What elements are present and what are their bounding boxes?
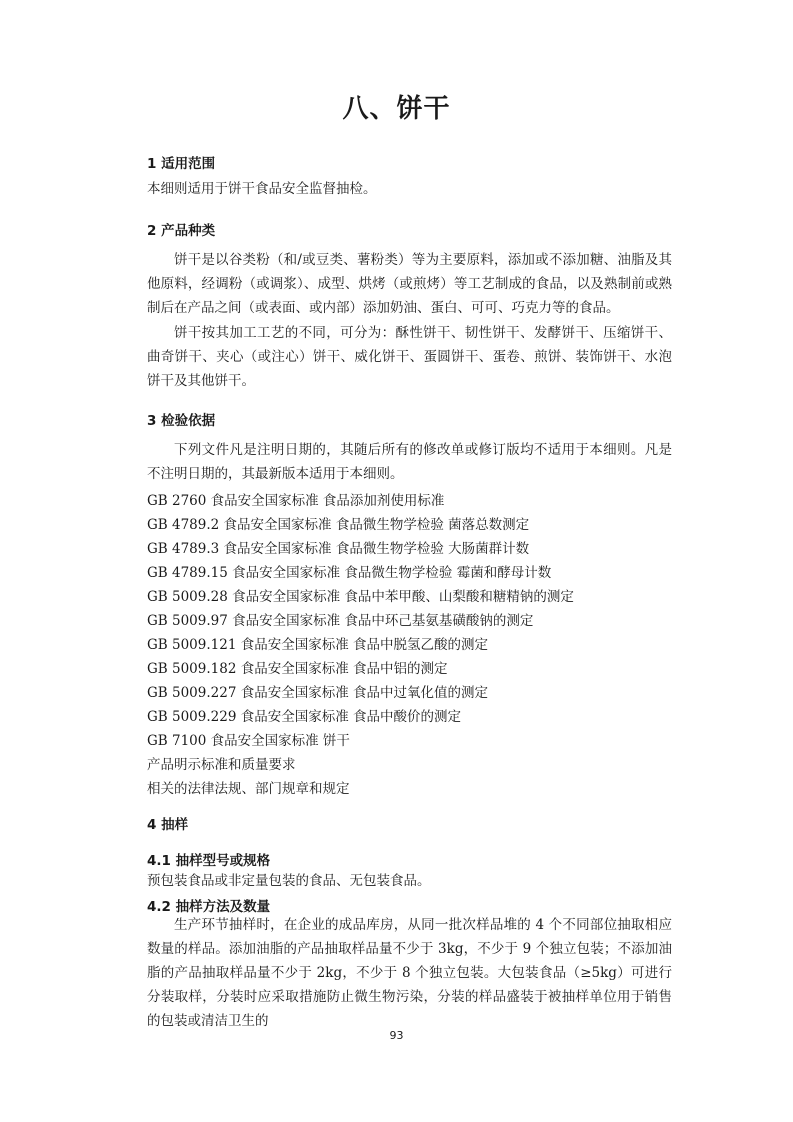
standard-item: GB 4789.15 食品安全国家标准 食品微生物学检验 霉菌和酵母计数 — [147, 565, 552, 581]
section-4-heading: 4 抽样 — [147, 817, 189, 833]
standard-item: GB 5009.28 食品安全国家标准 食品中苯甲酸、山梨酸和糖精钠的测定 — [147, 589, 574, 605]
standard-item: GB 4789.3 食品安全国家标准 食品微生物学检验 大肠菌群计数 — [147, 541, 530, 557]
section-2-paragraph-1: 饼干是以谷类粉（和/或豆类、薯粉类）等为主要原料，添加或不添加糖、油脂及其他原料，经调粉（或调浆）、成型、烘烤（或煎烤）等工艺制成的食品，以及熟制前或熟制后在产品之间（或表面、或内部）添加奶油、蛋白、可可、巧克力等的食品。 — [147, 252, 672, 316]
page-title: 八、饼干 — [342, 94, 451, 124]
standard-item: GB 7100 食品安全国家标准 饼干 — [147, 733, 350, 749]
standard-item: GB 5009.227 食品安全国家标准 食品中过氧化值的测定 — [147, 685, 488, 701]
section-4-1-heading: 4.1 抽样型号或规格 — [147, 853, 271, 869]
standard-item: GB 2760 食品安全国家标准 食品添加剂使用标准 — [147, 493, 445, 509]
standard-item: GB 5009.229 食品安全国家标准 食品中酸价的测定 — [147, 709, 461, 725]
standard-item: GB 5009.182 食品安全国家标准 食品中铝的测定 — [147, 661, 448, 677]
standard-item: 相关的法律法规、部门规章和规定 — [147, 781, 350, 797]
section-3-heading: 3 检验依据 — [147, 413, 216, 429]
section-4-1-text: 预包装食品或非定量包装的食品、无包装食品。 — [147, 873, 431, 889]
section-1-text: 本细则适用于饼干食品安全监督抽检。 — [147, 181, 377, 197]
standard-item: GB 5009.121 食品安全国家标准 食品中脱氢乙酸的测定 — [147, 637, 488, 653]
standards-list — [147, 489, 574, 801]
section-3-intro: 下列文件凡是注明日期的，其随后所有的修改单或修订版均不适用于本细则。凡是不注明日期的，其最新版本适用于本细则。 — [147, 442, 672, 482]
section-4-2-text: 生产环节抽样时，在企业的成品库房，从同一批次样品堆的 4 个不同部位抽取相应数量的样品。添加油脂的产品抽取样品量不少于 3kg，不少于 9 个独立包装；不添加油脂的产品抽取样品量不少于 2kg，不少于 8 个独立包装。大包装食品（≥5kg）可进行分装取样，分装时应采取措施防止微生物污染，分装的样品盛装于被抽样单位用于销售的包装或清洁卫生的 — [147, 917, 672, 1029]
standard-item: GB 4789.2 食品安全国家标准 食品微生物学检验 菌落总数测定 — [147, 517, 530, 533]
page-number: 93 — [389, 1029, 404, 1042]
standard-item: 产品明示标准和质量要求 — [147, 757, 296, 773]
section-1-heading: 1 适用范围 — [147, 156, 216, 172]
section-2-paragraph-2: 饼干按其加工工艺的不同，可分为：酥性饼干、韧性饼干、发酵饼干、压缩饼干、曲奇饼干、夹心（或注心）饼干、威化饼干、蛋圆饼干、蛋卷、煎饼、装饰饼干、水泡饼干及其他饼干。 — [147, 325, 672, 389]
section-2-heading: 2 产品种类 — [147, 223, 216, 239]
section-4-2-heading: 4.2 抽样方法及数量 — [147, 899, 271, 915]
standard-item: GB 5009.97 食品安全国家标准 食品中环己基氨基磺酸钠的测定 — [147, 613, 534, 629]
